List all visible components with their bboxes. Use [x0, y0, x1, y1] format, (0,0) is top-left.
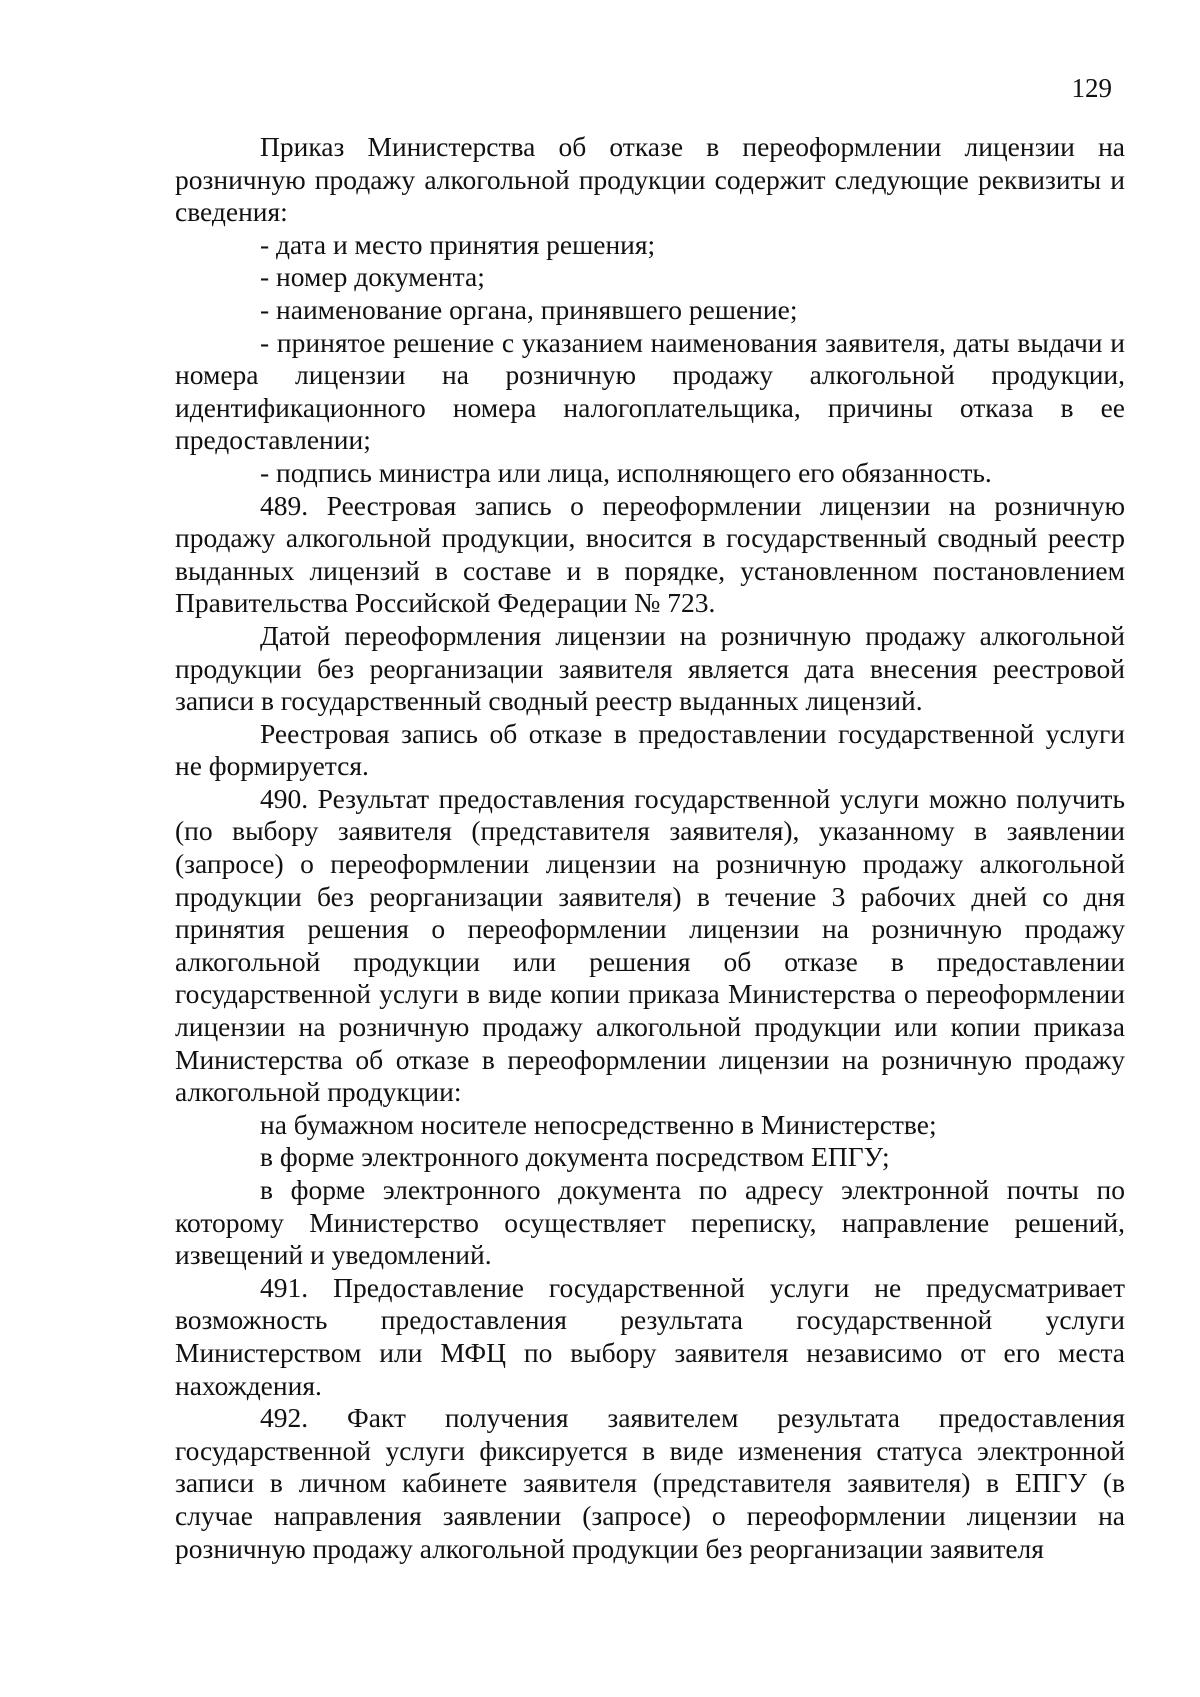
paragraph-492: 492. Факт получения заявителем результата предоставления государственной услуги фиксируется в виде изменения статуса электронной записи в личном кабинете заявителя (представителя заявителя) в ЕПГУ (в случае направления заявлении (запросе) о переоформлении лицензии на розничную продажу алкогольной продукции без реорганизации заявителя [175, 1402, 1125, 1564]
page-number: 129 [1071, 73, 1112, 103]
paragraph-order-contents: Приказ Министерства об отказе в переоформлении лицензии на розничную продажу алкогольной продукции содержит следующие реквизиты и сведения: [175, 131, 1125, 228]
list-item-email: в форме электронного документа по адресу электронной почты по которому Министерство осуществляет переписку, направление решений, извещений и уведомлений. [175, 1174, 1125, 1271]
paragraph-489: 489. Реестровая запись о переоформлении лицензии на розничную продажу алкогольной продукции, вносится в государственный сводный реестр выданных лицензий в составе и в порядке, установленном постановлением Правительства Российской Федерации № 723. [175, 489, 1125, 619]
paragraph-reissue-date: Датой переоформления лицензии на розничную продажу алкогольной продукции без реорганизации заявителя является дата внесения реестровой записи в государственный сводный реестр выданных лицензий. [175, 619, 1125, 717]
document-body [175, 131, 1125, 1565]
list-item-date-place: - дата и место принятия решения; [260, 228, 656, 260]
list-item-signature: - подпись министра или лица, исполняющего его обязанность. [260, 456, 992, 488]
list-item-decision-details: - принятое решение с указанием наименования заявителя, даты выдачи и номера лицензии на розничную продажу алкогольной продукции, идентификационного номера налогоплательщика, причины отказа в ее предоставлении; [175, 326, 1125, 456]
list-item-paper: на бумажном носителе непосредственно в Министерстве; [260, 1108, 937, 1140]
list-item-document-number: - номер документа; [260, 261, 485, 293]
paragraph-refusal-record: Реестровая запись об отказе в предоставлении государственной услуги не формируется. [175, 717, 1125, 782]
list-item-epgu: в форме электронного документа посредством ЕПГУ; [260, 1141, 890, 1173]
list-item-authority-name: - наименование органа, принявшего решение; [260, 293, 798, 325]
paragraph-490: 490. Результат предоставления государственной услуги можно получить (по выбору заявителя (представителя заявителя), указанному в заявлении (запросе) о переоформлении лицензии на розничную продажу алкогольной продукции без реорганизации заявителя) в течение 3 рабочих дней со дня принятия решения о переоформлении лицензии на розничную продажу алкогольной продукции или решения об отказе в предоставлении государственной услуги в виде копии приказа Министерства о переоформлении лицензии на розничную продажу алкогольной продукции или копии приказа Министерства об отказе в переоформлении лицензии на розничную продажу алкогольной продукции: [175, 782, 1125, 1108]
paragraph-491: 491. Предоставление государственной услуги не предусматривает возможность предоставления результата государственной услуги Министерством или МФЦ по выбору заявителя независимо от его места нахождения. [175, 1271, 1125, 1401]
